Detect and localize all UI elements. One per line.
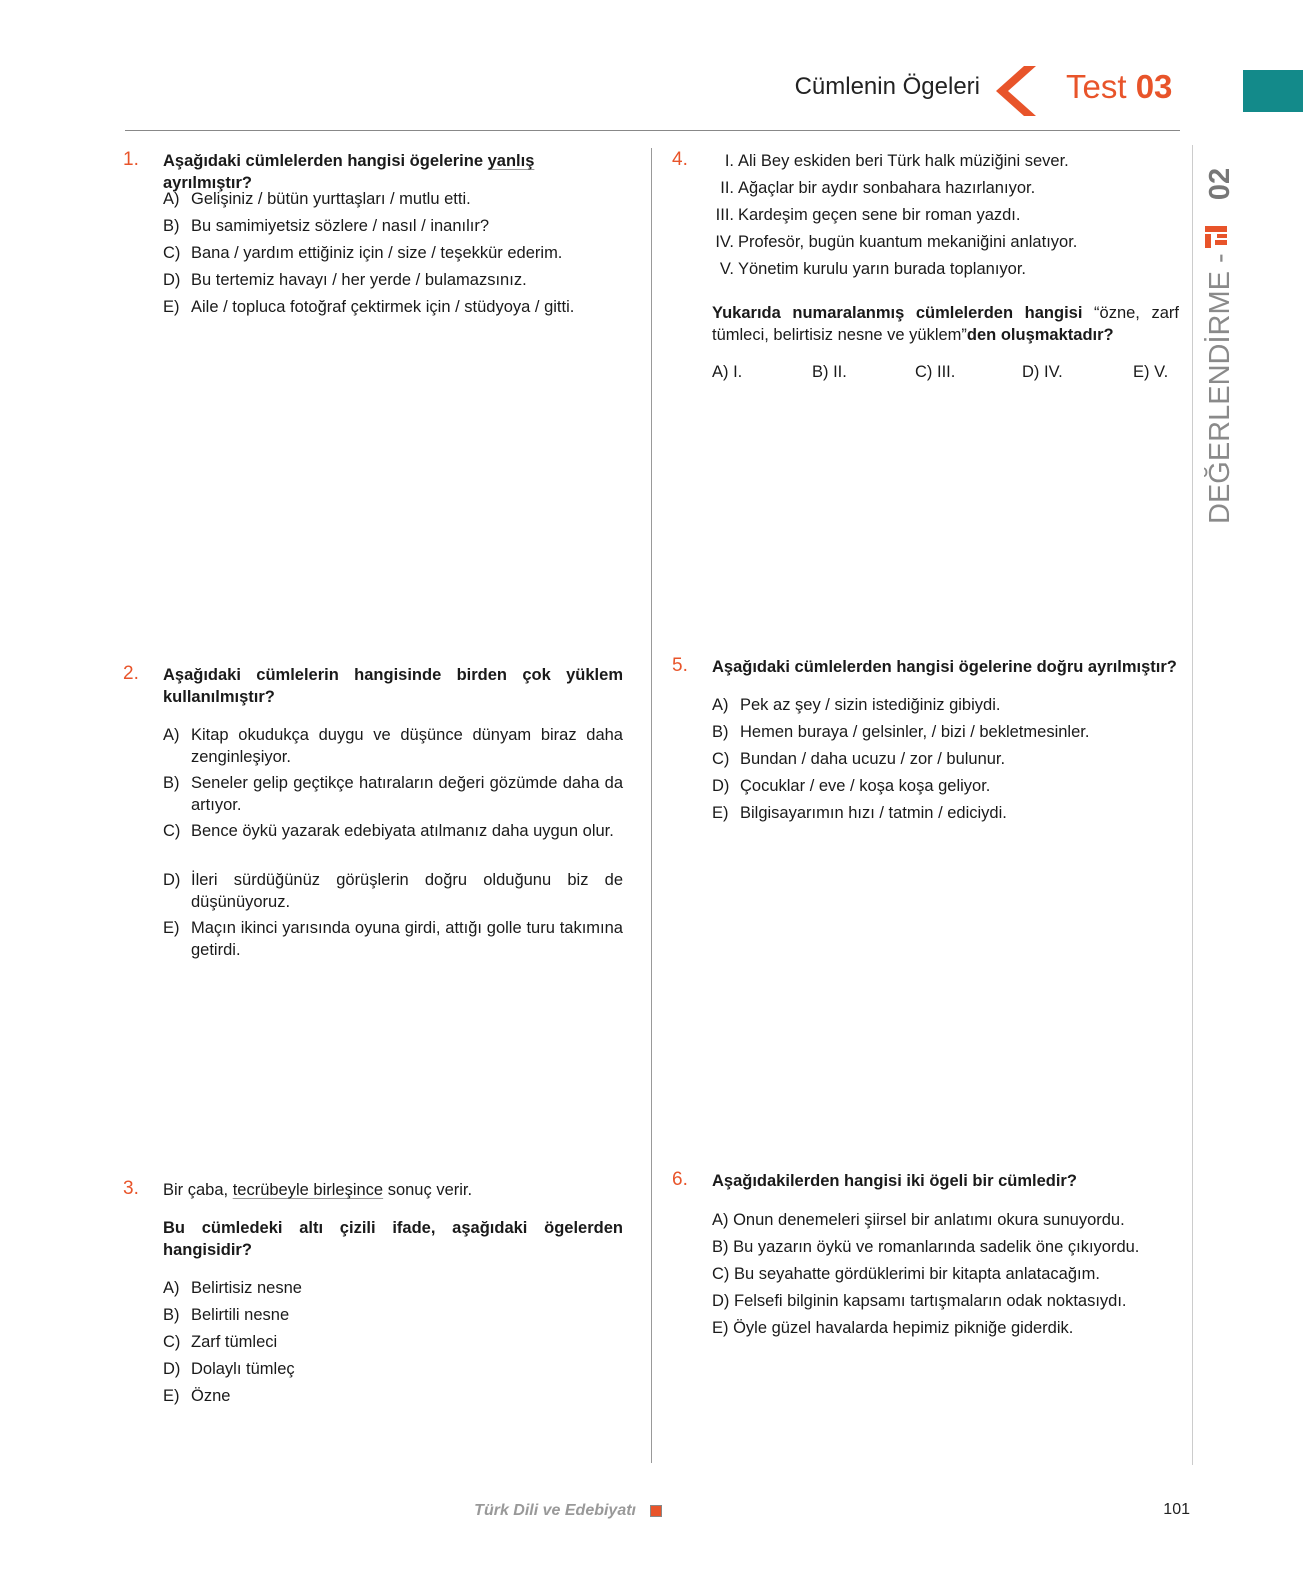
- footer-square-icon: [650, 1505, 662, 1517]
- option-text: Bana / yardım ettiğiniz için / size / teşekkür ederim.: [191, 244, 563, 262]
- question-number: 2.: [123, 663, 139, 684]
- roman-numeral: V.: [719, 260, 734, 278]
- option-letter: C): [163, 1333, 181, 1351]
- stem-text: den oluşmaktadır?: [966, 326, 1114, 344]
- numbered-sentence: [706, 150, 1069, 172]
- numbered-sentence: [706, 231, 1077, 253]
- question-number: 6.: [672, 1169, 688, 1190]
- question-stem: Aşağıdaki cümlelerin hangisinde birden çok yüklem kullanılmıştır?: [163, 666, 623, 706]
- stem-text: Yukarıda numaralanmış cümlelerden hangisi: [712, 304, 1095, 322]
- sentence-text: sonuç verir.: [383, 1181, 473, 1199]
- header-divider: [125, 130, 1180, 131]
- option[interactable]: C) Bu seyahatte gördüklerimi bir kitapta anlatacağım.: [712, 1265, 1100, 1283]
- option-letter: B): [163, 774, 180, 792]
- option-letter: A): [163, 190, 180, 208]
- option-text: Seneler gelip geçtikçe hatıraların değeri gözümde daha da artıyor.: [191, 774, 623, 814]
- option-letter: D): [163, 271, 181, 289]
- stem-text: Aşağıdaki cümlelerden hangisi ögelerine: [163, 152, 488, 170]
- stem-underlined: yanlış: [487, 152, 535, 170]
- option-text: Hemen buraya / gelsinler, / bizi / bekletmesinler.: [740, 723, 1090, 741]
- color-tab: [1243, 70, 1303, 112]
- option[interactable]: [163, 772, 623, 816]
- option[interactable]: E) Öyle güzel havalarda hepimiz pikniğe giderdik.: [712, 1319, 1074, 1337]
- page-number: 101: [1163, 1501, 1190, 1518]
- option[interactable]: [163, 1385, 230, 1407]
- option-text: Bundan / daha ucuzu / zor / bulunur.: [740, 750, 1006, 768]
- option[interactable]: C) III.: [915, 363, 956, 381]
- option[interactable]: [163, 242, 562, 264]
- option[interactable]: E) V.: [1133, 363, 1169, 381]
- option[interactable]: A) Onun denemeleri şiirsel bir anlatımı okura sunuyordu.: [712, 1211, 1125, 1229]
- option-letter: D): [712, 777, 730, 795]
- roman-numeral: II.: [720, 179, 734, 197]
- option[interactable]: [163, 269, 527, 291]
- option-letter: C): [712, 750, 730, 768]
- option-letter: A): [163, 726, 180, 744]
- option-text: İleri sürdüğünüz görüşlerin doğru olduğunu biz de düşünüyoruz.: [191, 871, 623, 911]
- option[interactable]: [163, 1277, 302, 1299]
- numbered-sentence: [706, 258, 1026, 280]
- option[interactable]: [163, 917, 623, 961]
- option-letter: B): [163, 217, 180, 235]
- side-label-text: DEĞERLENDİRME -: [1204, 253, 1236, 524]
- option[interactable]: [712, 802, 1007, 824]
- option-text: Çocuklar / eve / koşa koşa geliyor.: [740, 777, 991, 795]
- option[interactable]: [163, 869, 623, 913]
- option-letter: E): [163, 298, 180, 316]
- question-sentence: [163, 1179, 623, 1201]
- question-stem: [712, 302, 1179, 346]
- option-letter: D): [163, 871, 181, 889]
- sentence-underlined: tecrübeyle birleşince: [232, 1181, 384, 1199]
- option[interactable]: [712, 748, 1005, 770]
- option[interactable]: [163, 215, 489, 237]
- option[interactable]: [712, 775, 990, 797]
- option-letter: E): [712, 804, 729, 822]
- option-text: Belirtili nesne: [191, 1306, 290, 1324]
- book-title: Türk Dili ve Edebiyatı: [474, 1502, 636, 1519]
- option[interactable]: [163, 188, 471, 210]
- question-number: 1.: [123, 149, 139, 170]
- option-text: Zarf tümleci: [191, 1333, 278, 1351]
- option-text: Belirtisiz nesne: [191, 1279, 302, 1297]
- option-text: Pek az şey / sizin istediğiniz gibiydi.: [740, 696, 1001, 714]
- sentence-text: Profesör, bugün kuantum mekaniğini anlatıyor.: [738, 233, 1078, 251]
- option[interactable]: [163, 820, 623, 842]
- fg-logo-icon: [1205, 226, 1227, 248]
- option-letter: C): [163, 822, 181, 840]
- option[interactable]: [712, 721, 1089, 743]
- option-text: Özne: [191, 1387, 231, 1405]
- question-stem: Bu cümledeki altı çizili ifade, aşağıdaki ögelerden hangisidir?: [163, 1219, 623, 1259]
- option[interactable]: [163, 296, 574, 318]
- side-number: 02: [1204, 167, 1236, 201]
- option[interactable]: [712, 694, 1000, 716]
- chevron-left-icon: [996, 66, 1036, 116]
- option[interactable]: [163, 724, 623, 768]
- option-text: Bilgisayarımın hızı / tatmin / ediciydi.: [740, 804, 1007, 822]
- question-stem: Aşağıdakilerden hangisi iki ögeli bir cümledir?: [712, 1172, 1077, 1190]
- option-letter: A): [163, 1279, 180, 1297]
- sentence-text: Bir çaba,: [163, 1181, 233, 1199]
- option-letter: C): [163, 244, 181, 262]
- option-letter: D): [163, 1360, 181, 1378]
- stem-text: ayrılmıştır?: [163, 174, 252, 192]
- option[interactable]: B) Bu yazarın öykü ve romanlarında sadelik öne çıkıyordu.: [712, 1238, 1140, 1256]
- option-text: Gelişiniz / bütün yurttaşları / mutlu etti.: [191, 190, 471, 208]
- option-text: Bu samimiyetsiz sözlere / nasıl / inanılır?: [191, 217, 490, 235]
- question-number: 3.: [123, 1178, 139, 1199]
- option[interactable]: D) Felsefi bilginin kapsamı tartışmaların odak noktasıydı.: [712, 1292, 1127, 1310]
- roman-numeral: I.: [724, 152, 734, 170]
- stem-quote: “özne, zarf tümleci, belirtisiz nesne ve yüklem”: [712, 304, 1179, 344]
- question-number: 4.: [672, 149, 688, 170]
- sentence-text: Yönetim kurulu yarın burada toplanıyor.: [738, 260, 1027, 278]
- side-label: [1195, 150, 1245, 530]
- option-text: Dolaylı tümleç: [191, 1360, 295, 1378]
- option[interactable]: [163, 1304, 289, 1326]
- option[interactable]: [163, 1331, 277, 1353]
- option[interactable]: B) II.: [812, 363, 847, 381]
- numbered-sentence: [706, 204, 1020, 226]
- test-label: [1066, 68, 1172, 106]
- option-text: Bu tertemiz havayı / her yerde / bulamazsınız.: [191, 271, 527, 289]
- section-title: Cümlenin Ögeleri: [794, 73, 980, 100]
- option[interactable]: A) I.: [712, 363, 743, 381]
- option-letter: E): [163, 919, 180, 937]
- option[interactable]: [163, 1358, 295, 1380]
- option-text: Maçın ikinci yarısında oyuna girdi, attığı golle turu takımına getirdi.: [191, 919, 623, 959]
- sentence-text: Kardeşim geçen sene bir roman yazdı.: [738, 206, 1021, 224]
- option-text: Bence öykü yazarak edebiyata atılmanız daha uygun olur.: [191, 822, 614, 840]
- option-letter: E): [163, 1387, 180, 1405]
- numbered-sentence: [706, 177, 1035, 199]
- option-text: Aile / topluca fotoğraf çektirmek için / stüdyoya / gitti.: [191, 298, 575, 316]
- option-letter: B): [712, 723, 729, 741]
- sentence-text: Ağaçlar bir aydır sonbahara hazırlanıyor.: [738, 179, 1036, 197]
- option-letter: A): [712, 696, 729, 714]
- sentence-text: Ali Bey eskiden beri Türk halk müziğini sever.: [738, 152, 1069, 170]
- test-number: 03: [1135, 68, 1173, 105]
- option-text: Kitap okudukça duygu ve düşünce dünyam biraz daha zenginleşiyor.: [191, 726, 623, 766]
- option-letter: B): [163, 1306, 180, 1324]
- side-divider: [1192, 145, 1193, 1465]
- option[interactable]: D) IV.: [1022, 363, 1063, 381]
- question-number: 5.: [672, 655, 688, 676]
- roman-numeral: III.: [715, 206, 734, 224]
- column-divider: [651, 148, 652, 1463]
- question-stem: Aşağıdaki cümlelerden hangisi ögelerine doğru ayrılmıştır?: [712, 658, 1177, 676]
- roman-numeral: IV.: [715, 233, 734, 251]
- test-word: Test: [1066, 68, 1127, 105]
